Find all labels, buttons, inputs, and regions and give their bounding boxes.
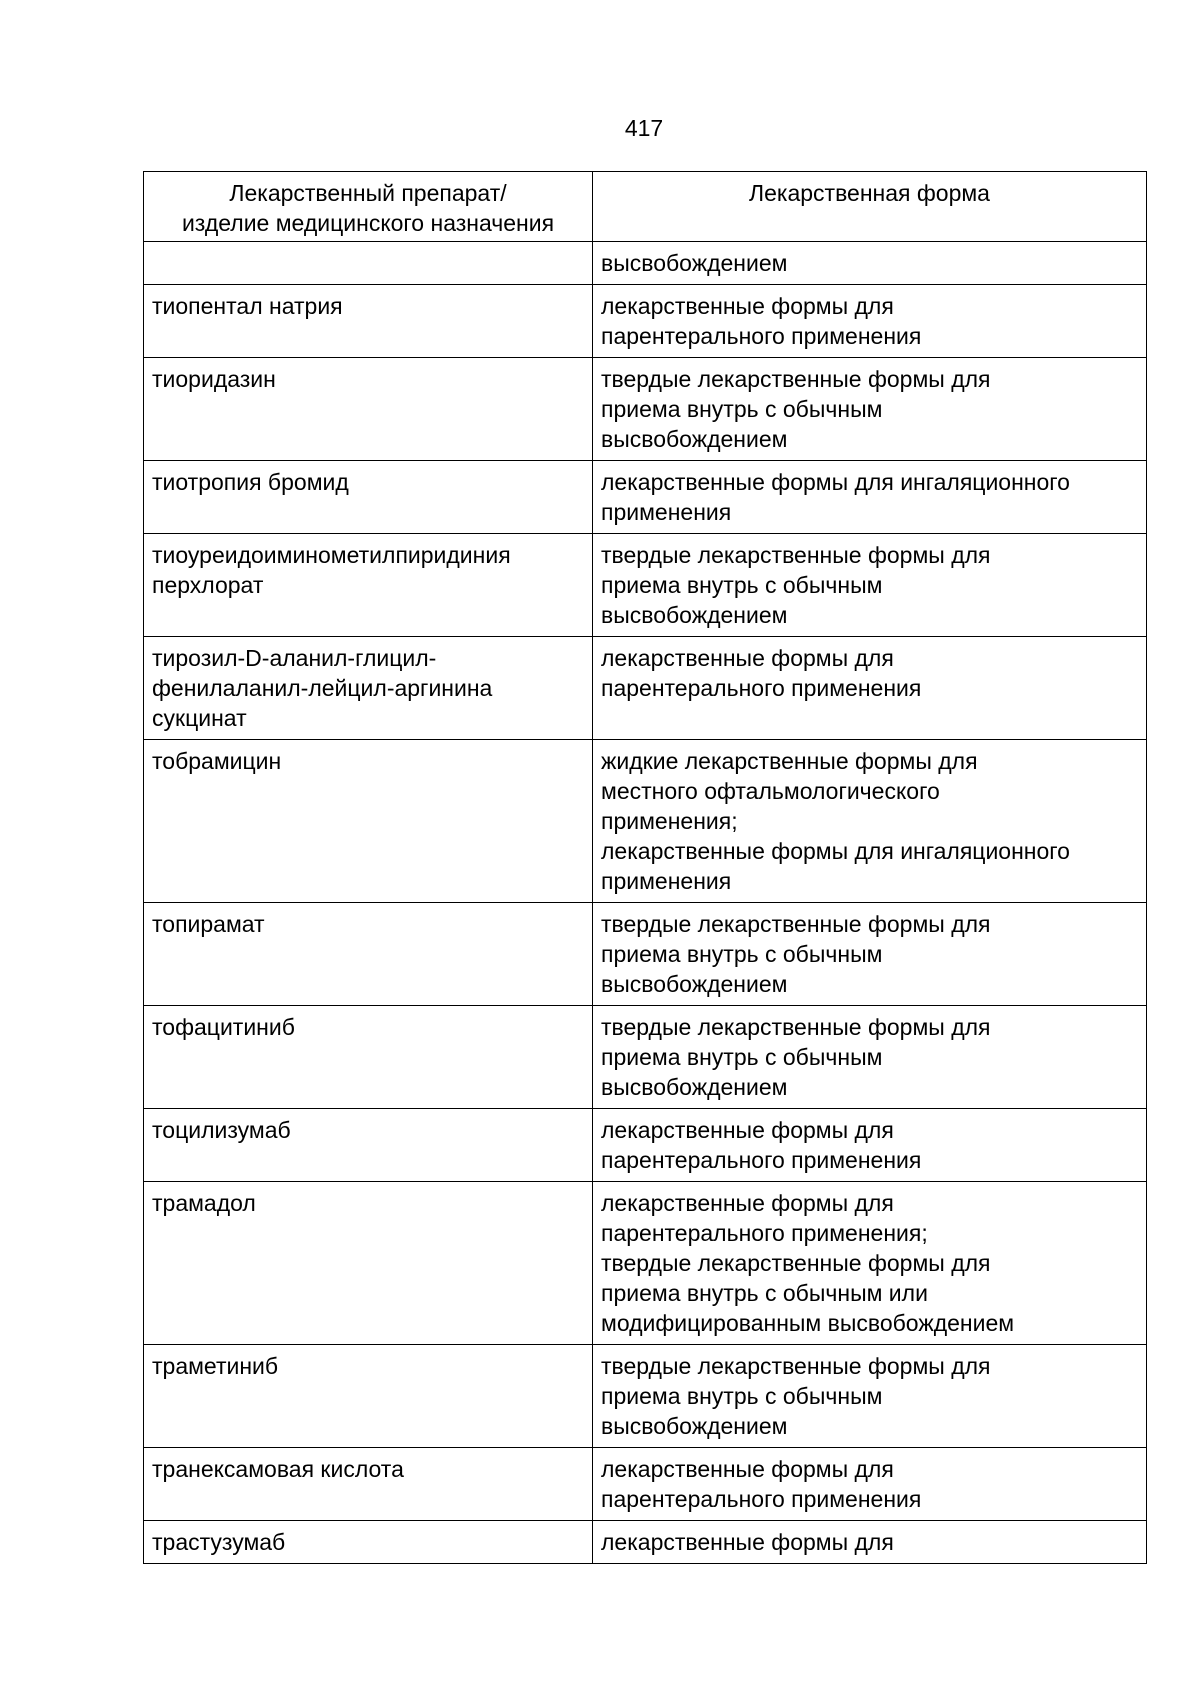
drug-name-cell: тирозил-D-аланил-глицил- фенилаланил-лейцил-аргинина сукцинат: [144, 637, 593, 740]
dosage-form-cell: жидкие лекарственные формы для местного офтальмологического применения; лекарственные формы для ингаляционного применения: [593, 740, 1147, 903]
dosage-form-cell: лекарственные формы для парентерального применения: [593, 285, 1147, 358]
dosage-form-cell: лекарственные формы для: [593, 1521, 1147, 1564]
drug-name-cell: тиотропия бромид: [144, 461, 593, 534]
table-row: [144, 637, 1147, 740]
dosage-form-cell: высвобождением: [593, 242, 1147, 285]
table-row: [144, 461, 1147, 534]
table-row: [144, 1345, 1147, 1448]
drug-name-cell: траметиниб: [144, 1345, 593, 1448]
dosage-form-cell: твердые лекарственные формы для приема внутрь с обычным высвобождением: [593, 1006, 1147, 1109]
header-drug-name: Лекарственный препарат/ изделие медицинского назначения: [144, 172, 593, 242]
table-row: [144, 285, 1147, 358]
table-row: [144, 242, 1147, 285]
dosage-form-cell: твердые лекарственные формы для приема внутрь с обычным высвобождением: [593, 1345, 1147, 1448]
dosage-form-cell: лекарственные формы для ингаляционного применения: [593, 461, 1147, 534]
table-row: [144, 1182, 1147, 1345]
header-dosage-form: Лекарственная форма: [593, 172, 1147, 242]
table-row: [144, 1109, 1147, 1182]
drug-name-cell: тоцилизумаб: [144, 1109, 593, 1182]
page-number: 417: [624, 115, 664, 141]
drug-name-cell: топирамат: [144, 903, 593, 1006]
table-row: [144, 1521, 1147, 1564]
dosage-form-cell: лекарственные формы для парентерального применения: [593, 1109, 1147, 1182]
table-body: [144, 242, 1147, 1564]
drug-name-cell: тиопентал натрия: [144, 285, 593, 358]
drug-name-cell: тофацитиниб: [144, 1006, 593, 1109]
drug-name-cell: [144, 242, 593, 285]
drug-name-cell: трастузумаб: [144, 1521, 593, 1564]
table-row: [144, 534, 1147, 637]
dosage-form-cell: твердые лекарственные формы для приема внутрь с обычным высвобождением: [593, 358, 1147, 461]
table-row: [144, 903, 1147, 1006]
drug-name-cell: тобрамицин: [144, 740, 593, 903]
dosage-form-cell: твердые лекарственные формы для приема внутрь с обычным высвобождением: [593, 534, 1147, 637]
table-row: [144, 740, 1147, 903]
dosage-form-cell: лекарственные формы для парентерального применения: [593, 1448, 1147, 1521]
drug-name-cell: транексамовая кислота: [144, 1448, 593, 1521]
header-row: [144, 172, 1147, 242]
table-row: [144, 1448, 1147, 1521]
table-header: [144, 172, 1147, 242]
dosage-form-cell: твердые лекарственные формы для приема внутрь с обычным высвобождением: [593, 903, 1147, 1006]
table-row: [144, 358, 1147, 461]
dosage-form-cell: лекарственные формы для парентерального применения: [593, 637, 1147, 740]
drug-name-cell: тиоридазин: [144, 358, 593, 461]
drug-name-cell: трамадол: [144, 1182, 593, 1345]
table-row: [144, 1006, 1147, 1109]
drug-name-cell: тиоуреидоиминометилпиридиния перхлорат: [144, 534, 593, 637]
drug-table: [143, 171, 1147, 1564]
dosage-form-cell: лекарственные формы для парентерального применения; твердые лекарственные формы для приема внутрь с обычным или модифицированным высвобождением: [593, 1182, 1147, 1345]
